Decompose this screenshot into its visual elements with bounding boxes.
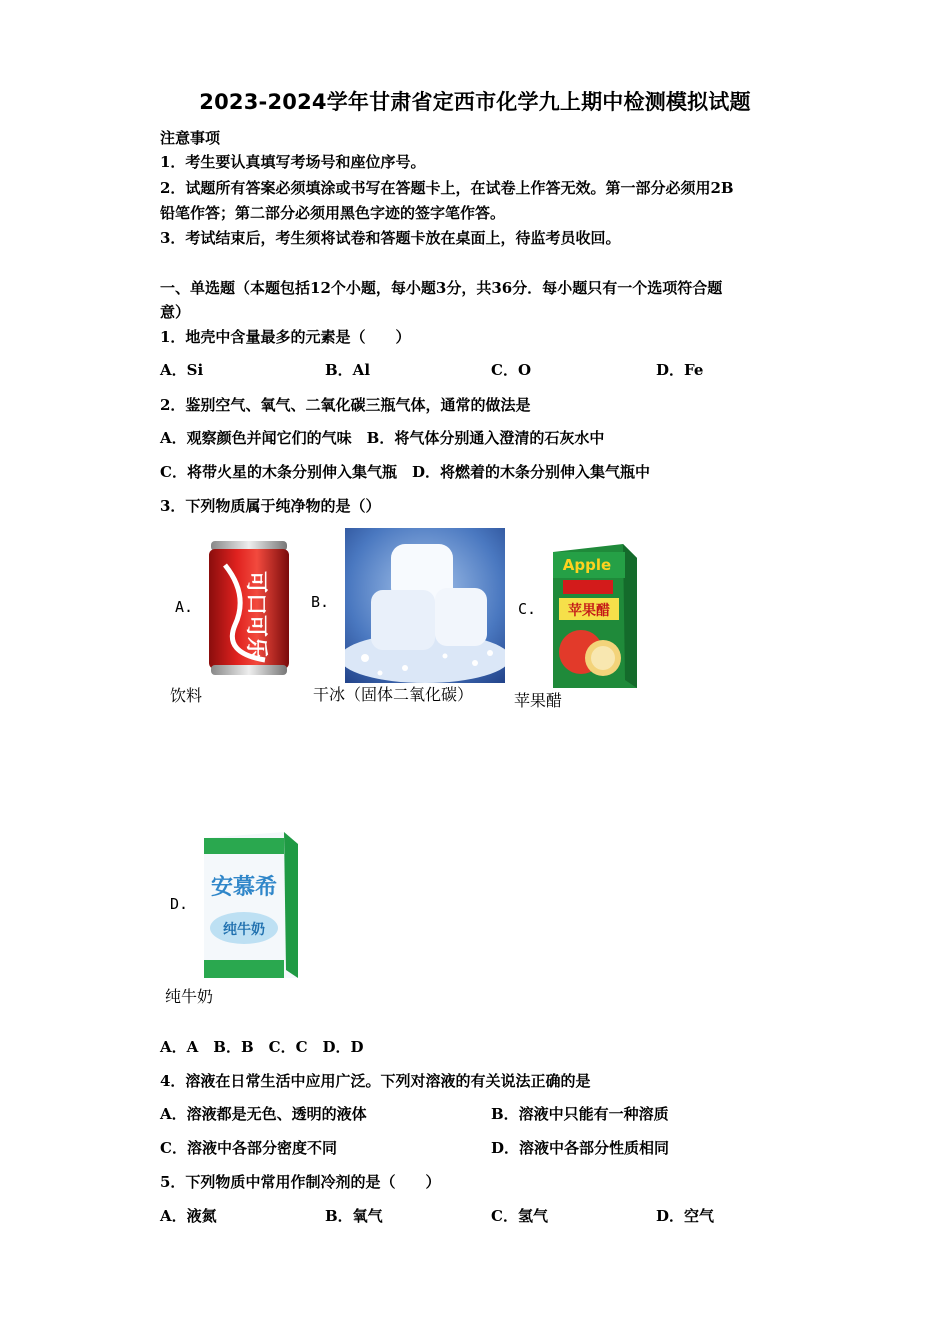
- q5-stem: 5．下列物质中常用作制冷剂的是（ ）: [160, 1173, 441, 1191]
- milk-carton-image: [198, 828, 303, 983]
- q4-stem: 4．溶液在日常生活中应用广泛。下列对溶液的有关说法正确的是: [160, 1072, 591, 1090]
- q1-option-a: A．Si: [160, 361, 204, 379]
- page-title: 2023-2024学年甘肃省定西市化学九上期中检测模拟试题: [199, 90, 751, 114]
- section-heading-cont: 意）: [160, 303, 191, 321]
- q4-option-a: A．溶液都是无色、透明的液体: [160, 1105, 367, 1123]
- q5-option-a: A．液氮: [160, 1207, 217, 1225]
- milk-brand: 安慕希: [210, 875, 278, 900]
- q1-stem: 1．地壳中含量最多的元素是（ ）: [160, 328, 411, 346]
- q2-options-line2: C．将带火星的木条分别伸入集气瓶 D．将燃着的木条分别伸入集气瓶中: [160, 463, 650, 481]
- q1-option-d: D．Fe: [656, 361, 704, 379]
- notice-item: 2．试题所有答案必须填涂或书写在答题卡上，在试卷上作答无效。第一部分必须用2B: [160, 179, 734, 197]
- q4-option-c: C．溶液中各部分密度不同: [160, 1139, 337, 1157]
- section-heading: 一、单选题（本题包括12个小题，每小题3分，共36分．每小题只有一个选项符合题: [160, 279, 723, 297]
- q3-item-b-caption: 干冰（固体二氧化碳）: [313, 685, 474, 704]
- q3-stem: 3．下列物质属于纯净物的是（）: [160, 497, 381, 515]
- q1-option-b: B．Al: [325, 361, 371, 379]
- milk-label: 纯牛奶: [223, 922, 265, 938]
- q5-option-c: C．氢气: [491, 1207, 548, 1225]
- can-text: 可口可乐: [243, 570, 268, 660]
- carton-brand: Apple: [562, 556, 612, 574]
- q4-option-d: D．溶液中各部分性质相同: [491, 1139, 670, 1157]
- q3-item-d-letter: D.: [170, 895, 189, 913]
- q5-option-b: B．氧气: [325, 1207, 383, 1225]
- dry-ice-image: [345, 528, 505, 683]
- q2-options-line1: A．观察颜色并闻它们的气味 B．将气体分别通入澄清的石灰水中: [160, 429, 605, 447]
- q3-item-a-caption: 饮料: [170, 686, 203, 705]
- notice-item: 3．考试结束后，考生须将试卷和答题卡放在桌面上，待监考员收回。: [160, 229, 621, 247]
- q1-option-c: C．O: [491, 361, 532, 379]
- cola-can-image: [205, 535, 293, 680]
- q3-item-a-letter: A.: [175, 598, 194, 616]
- carton-label: 苹果醋: [568, 603, 610, 619]
- q2-stem: 2．鉴别空气、氧气、二氧化碳三瓶气体，通常的做法是: [160, 396, 531, 414]
- q4-option-b: B．溶液中只能有一种溶质: [491, 1105, 669, 1123]
- notice-item: 1．考生要认真填写考场号和座位序号。: [160, 153, 426, 171]
- notice-item: 铅笔作答；第二部分必须用黑色字迹的签字笔作答。: [160, 204, 506, 222]
- q3-item-c-letter: C.: [518, 600, 537, 618]
- q3-item-c-caption: 苹果醋: [514, 691, 563, 710]
- q3-item-b-letter: B.: [311, 593, 330, 611]
- apple-vinegar-carton-image: [545, 540, 640, 690]
- q5-option-d: D．空气: [656, 1207, 715, 1225]
- q3-answer-options: A．A B．B C．C D．D: [160, 1038, 364, 1056]
- q3-item-d-caption: 纯牛奶: [165, 987, 214, 1006]
- notice-heading: 注意事项: [160, 129, 221, 147]
